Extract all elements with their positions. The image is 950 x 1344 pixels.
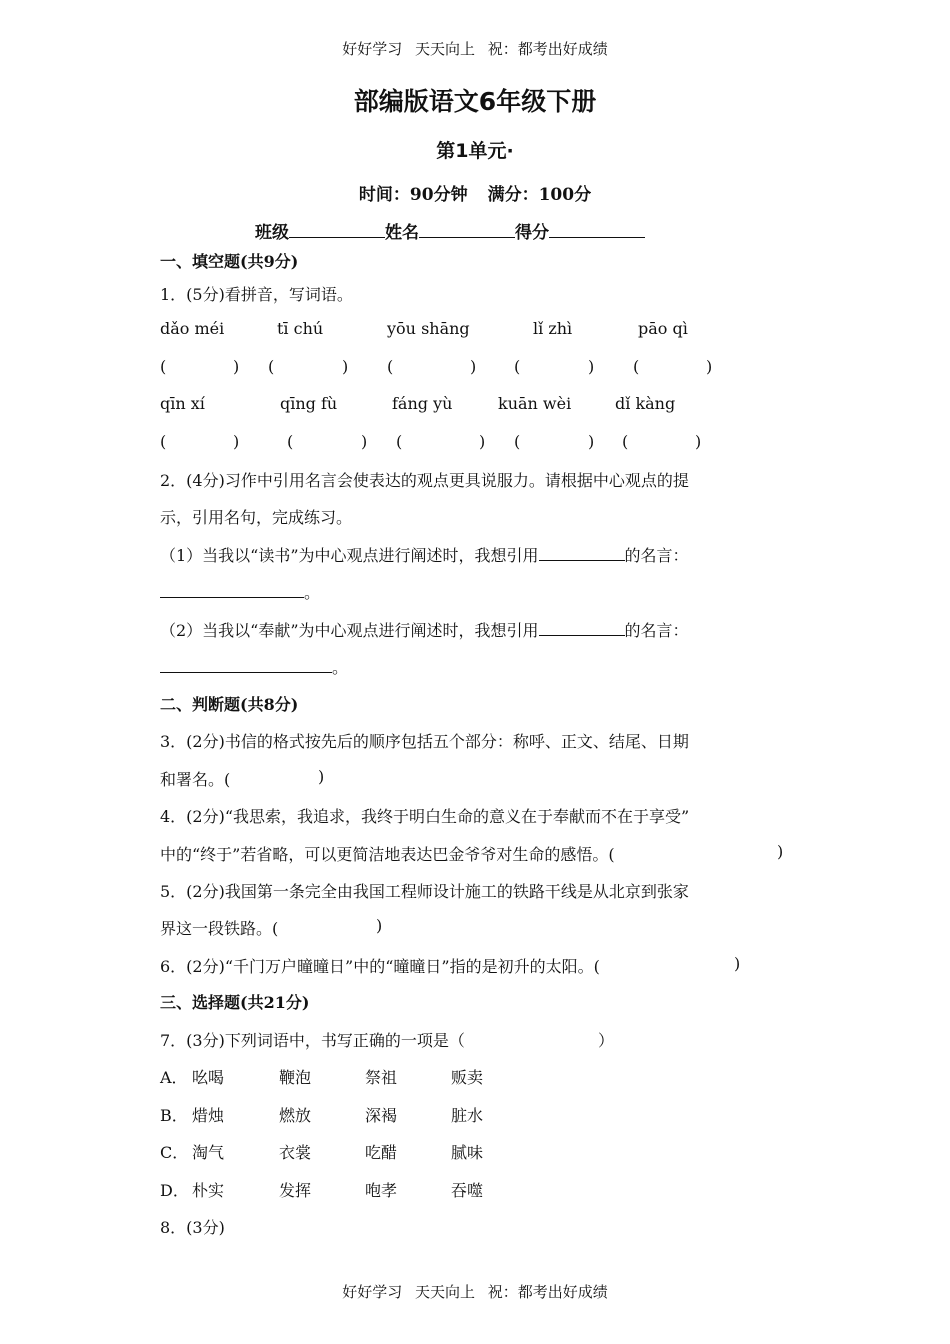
answer-paren-close: ): [318, 767, 325, 786]
pinyin-item: tī chú: [277, 319, 324, 338]
author-blank[interactable]: [539, 545, 625, 561]
page-title: 部编版语文6年级下册: [353, 87, 597, 116]
question-8-prompt: 8．(3分): [160, 1218, 225, 1237]
answer-paren-close: ): [470, 357, 477, 376]
question-4-line-2: 中的“终于”若省略，可以更简洁地表达巴金爷爷对生命的感悟。(: [160, 845, 615, 864]
question-2-sub-2: [160, 618, 689, 641]
author-blank[interactable]: [539, 620, 625, 636]
answer-paren-close: ): [695, 432, 702, 451]
option-word: 腻味: [451, 1143, 484, 1162]
option-word: 衣裳: [279, 1143, 312, 1162]
question-3-line-2: 和署名。(: [160, 770, 231, 789]
option-word: 吆喝: [192, 1068, 225, 1087]
option-word: 淘气: [192, 1143, 225, 1162]
answer-paren-close: ): [233, 357, 240, 376]
answer-paren-open: (: [160, 432, 167, 451]
answer-paren-open: (: [622, 432, 629, 451]
sub-question-text-end: 的名言：: [624, 546, 689, 565]
option-word: 焟烛: [192, 1106, 225, 1125]
option-word: 鞭泡: [279, 1068, 312, 1087]
page-footer: 好好学习 天天向上 祝：都考出好成绩: [342, 1283, 608, 1301]
question-7-prompt: 7．(3分)下列词语中，书写正确的一项是（: [160, 1031, 465, 1050]
pinyin-item: kuān wèi: [498, 394, 572, 413]
score-blank[interactable]: [549, 222, 645, 238]
quote-blank[interactable]: [160, 582, 304, 598]
answer-paren-close: ）: [598, 1031, 615, 1050]
answer-paren-open: (: [387, 357, 394, 376]
answer-paren-close: ): [479, 432, 486, 451]
option-word: 脏水: [451, 1106, 484, 1125]
answer-paren-open: (: [633, 357, 640, 376]
pinyin-item: qīng fù: [280, 394, 338, 413]
answer-paren-open: (: [268, 357, 275, 376]
option-word: 咆孝: [365, 1181, 398, 1200]
exam-time-info: [0, 180, 950, 205]
answer-paren-close: ): [777, 842, 784, 861]
section-heading-true-false: 二、判断题(共8分): [160, 695, 299, 714]
unit-subtitle: 第1单元·: [436, 140, 514, 162]
pinyin-item: dǎo méi: [160, 319, 225, 338]
period: 。: [332, 658, 349, 677]
option-c-label[interactable]: C．: [160, 1143, 189, 1162]
pinyin-item: fáng yù: [392, 394, 453, 413]
option-d-label[interactable]: D．: [160, 1181, 189, 1200]
answer-paren-close: ): [233, 432, 240, 451]
answer-paren-open: (: [160, 357, 167, 376]
quote-answer-line-1: [160, 580, 320, 603]
question-2-line-1: 2．(4分)习作中引用名言会使表达的观点更具说服力。请根据中心观点的提: [160, 471, 689, 490]
question-1-prompt: 1．(5分)看拼音，写词语。: [160, 285, 353, 304]
question-5-line-2: 界这一段铁路。(: [160, 919, 279, 938]
pinyin-item: lǐ zhì: [533, 319, 573, 338]
question-5-line-1: 5．(2分)我国第一条完全由我国工程师设计施工的铁路干线是从北京到张家: [160, 882, 689, 901]
student-info-line: [255, 218, 645, 243]
answer-paren-close: ): [706, 357, 713, 376]
pinyin-item: yōu shāng: [387, 319, 470, 338]
period: 。: [304, 583, 321, 602]
name-label: 姓名: [385, 223, 419, 243]
score-label: 得分: [515, 223, 549, 243]
question-2-line-2: 示，引用名句，完成练习。: [160, 508, 353, 527]
option-word: 吞噬: [451, 1181, 484, 1200]
answer-paren-open: (: [396, 432, 403, 451]
option-word: 发挥: [279, 1181, 312, 1200]
quote-blank[interactable]: [160, 657, 332, 673]
option-word: 朴实: [192, 1181, 225, 1200]
answer-paren-close: ): [376, 916, 383, 935]
class-blank[interactable]: [289, 222, 385, 238]
answer-paren-close: ): [734, 954, 741, 973]
question-2-sub-1: [160, 543, 689, 566]
option-word: 贩卖: [451, 1068, 484, 1087]
quote-answer-line-2: [160, 655, 348, 678]
answer-paren-open: (: [287, 432, 294, 451]
answer-paren-open: (: [514, 432, 521, 451]
question-6-line-1: 6．(2分)“千门万户曈曈日”中的“曈曈日”指的是初升的太阳。(: [160, 957, 600, 976]
option-a-label[interactable]: A．: [160, 1068, 188, 1087]
page-header: 好好学习 天天向上 祝：都考出好成绩: [342, 40, 608, 58]
answer-paren-close: ): [342, 357, 349, 376]
option-b-label[interactable]: B．: [160, 1106, 188, 1125]
option-word: 深褐: [365, 1106, 398, 1125]
pinyin-item: pāo qì: [638, 319, 688, 338]
answer-paren-close: ): [588, 432, 595, 451]
answer-paren-close: ): [588, 357, 595, 376]
section-heading-multiple-choice: 三、选择题(共21分): [160, 993, 310, 1012]
class-label: 班级: [255, 223, 289, 243]
question-3-line-1: 3．(2分)书信的格式按先后的顺序包括五个部分：称呼、正文、结尾、日期: [160, 732, 689, 751]
exam-total-score: 满分：100分: [487, 185, 592, 205]
sub-question-text-end: 的名言：: [624, 621, 689, 640]
exam-duration: 时间：90分钟: [358, 185, 468, 205]
sub-question-text: （2）当我以“奉献”为中心观点进行阐述时，我想引用: [160, 621, 539, 640]
name-blank[interactable]: [419, 222, 515, 238]
question-4-line-1: 4．(2分)“我思索，我追求，我终于明白生命的意义在于奉献而不在于享受”: [160, 807, 690, 826]
pinyin-item: dǐ kàng: [615, 394, 676, 413]
answer-paren-open: (: [514, 357, 521, 376]
pinyin-item: qīn xí: [160, 394, 205, 413]
section-heading-fill-in: 一、填空题(共9分): [160, 252, 299, 271]
option-word: 吃醋: [365, 1143, 398, 1162]
option-word: 燃放: [279, 1106, 312, 1125]
sub-question-text: （1）当我以“读书”为中心观点进行阐述时，我想引用: [160, 546, 539, 565]
answer-paren-close: ): [361, 432, 368, 451]
option-word: 祭祖: [365, 1068, 398, 1087]
